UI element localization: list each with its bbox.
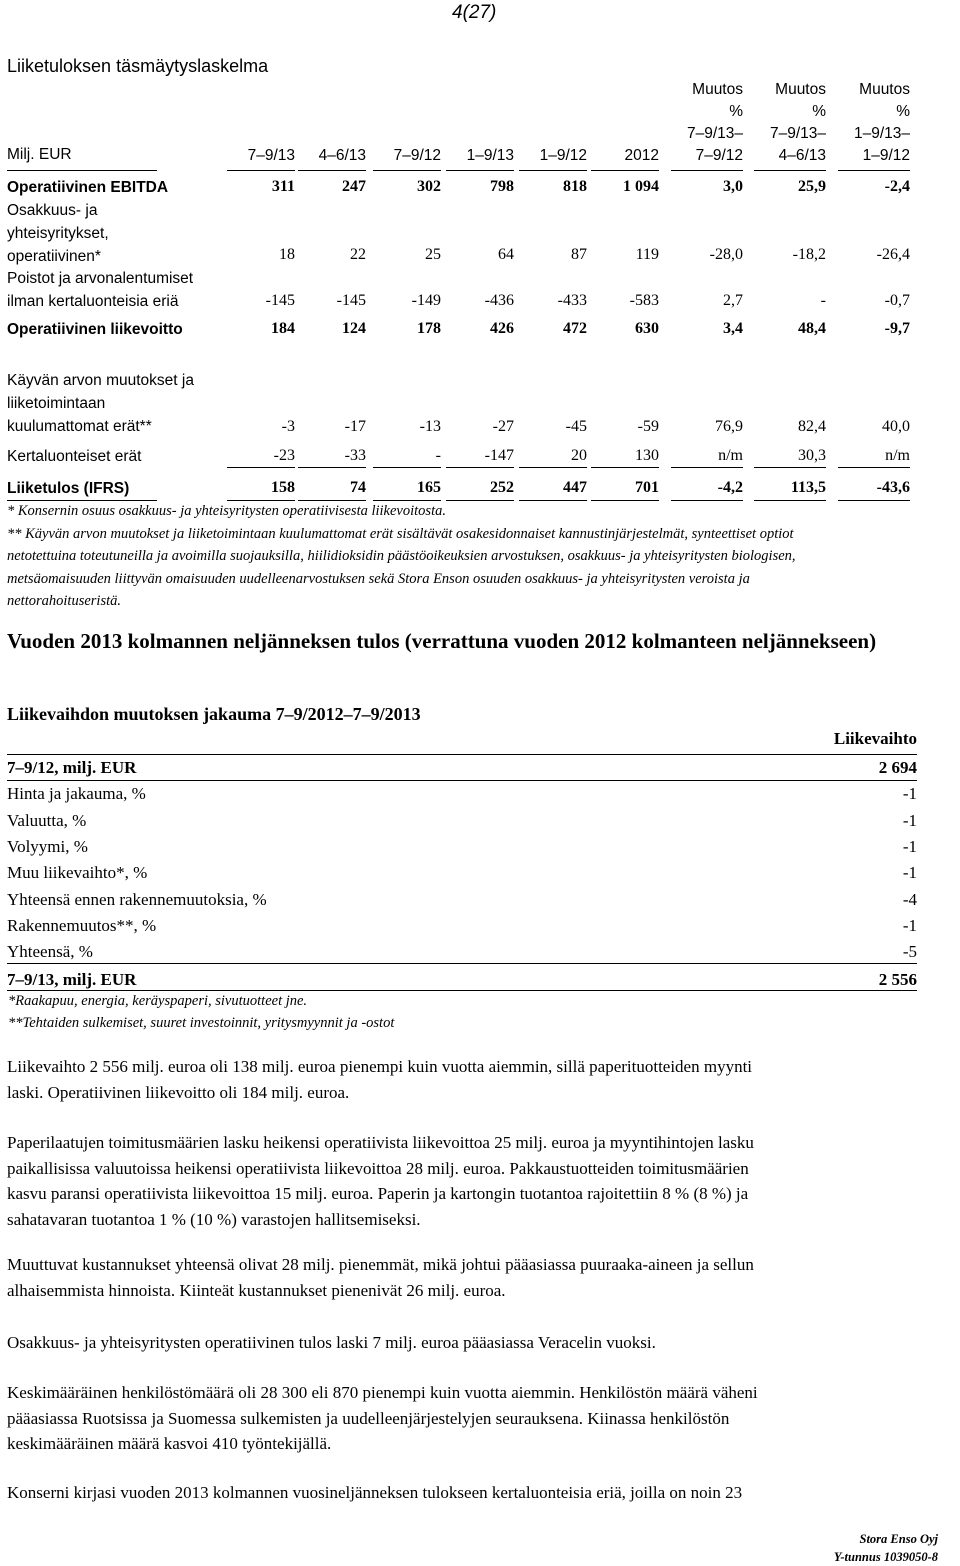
table-cell: -4,2 xyxy=(717,479,743,496)
table-cell: -59 xyxy=(637,418,659,435)
table-cell: -23 xyxy=(273,447,295,464)
table2-column-header: Liikevaihto xyxy=(833,729,917,748)
header-rule xyxy=(373,170,441,171)
row-label-line: Operatiivinen EBITDA xyxy=(7,179,169,196)
table2-rule xyxy=(7,780,917,781)
row-label-line: kuulumattomat erät** xyxy=(7,418,152,435)
table-cell: 119 xyxy=(635,246,659,263)
header-rule xyxy=(227,170,295,171)
table-cell: 818 xyxy=(563,178,587,195)
change-header-line: 1–9/13– xyxy=(853,125,910,142)
table2-row xyxy=(7,863,917,885)
table-cell: -145 xyxy=(336,292,366,309)
footnote-line: * Konsernin osuus osakkuus- ja yhteisyritysten operatiivisesta liikevoitosta. xyxy=(7,503,446,519)
table-cell: 447 xyxy=(563,479,587,496)
table-cell: 472 xyxy=(563,320,587,337)
total-rule xyxy=(446,467,514,468)
table-cell: 247 xyxy=(342,178,366,195)
table-cell: 22 xyxy=(350,246,366,263)
table-cell: 20 xyxy=(571,447,587,464)
table2-rule xyxy=(7,963,917,964)
total-rule xyxy=(754,467,826,468)
table2-row-value: 2 694 xyxy=(878,758,917,777)
change-header-line: Muutos xyxy=(775,81,826,98)
change-header-line: % xyxy=(729,103,743,120)
header-rule xyxy=(671,170,743,171)
table2-row-label: Hinta ja jakauma, % xyxy=(7,784,146,804)
table2-row xyxy=(7,758,917,780)
row-label-line: Käyvän arvon muutokset ja xyxy=(7,372,194,389)
table-cell: 87 xyxy=(571,246,587,263)
table-cell: - xyxy=(820,292,826,309)
footnote-line: nettorahoituseristä. xyxy=(7,593,121,609)
change-header-line: 7–9/13– xyxy=(769,125,826,142)
row-label-line: Operatiivinen liikevoitto xyxy=(7,321,183,338)
table-cell: 3,4 xyxy=(723,320,743,337)
footer-business-id: Y-tunnus 1039050-8 xyxy=(833,1550,938,1564)
table2-row-value: -4 xyxy=(902,889,917,909)
total-rule xyxy=(671,467,743,468)
table-cell: -26,4 xyxy=(876,246,910,263)
row-label-line: liiketoimintaan xyxy=(7,395,106,412)
table-row-label xyxy=(7,267,193,313)
change-header-line: 4–6/13 xyxy=(778,147,826,164)
table-cell: 1 094 xyxy=(623,178,659,195)
table-cell: 311 xyxy=(271,178,295,195)
table-cell: -436 xyxy=(484,292,514,309)
paragraph-line: laski. Operatiivinen liikevoitto oli 184 milj. euroa. xyxy=(7,1082,350,1102)
table2-row xyxy=(7,942,917,964)
table-cell: 701 xyxy=(635,479,659,496)
table-row-label xyxy=(7,477,129,500)
paragraph-line: alhaisemmista hinnoista. Kiinteät kustannukset pienenivät 26 milj. euroa. xyxy=(7,1280,506,1300)
change-header-line: Muutos xyxy=(692,81,743,98)
row-label-line: Poistot ja arvonalentumiset xyxy=(7,270,194,287)
table2-row xyxy=(7,916,917,938)
table-cell: -147 xyxy=(484,447,514,464)
header-rule xyxy=(7,170,157,171)
row-label-line: yhteisyritykset, xyxy=(7,225,109,242)
change-header-line: 7–9/12 xyxy=(695,147,743,164)
table-row-label xyxy=(7,369,194,438)
table2-row-label: Yhteensä, % xyxy=(7,942,93,962)
paragraph-line: Osakkuus- ja yhteisyritysten operatiivinen tulos laski 7 milj. euroa pääasiassa Veracelin vuoksi. xyxy=(7,1333,656,1352)
table-cell: 76,9 xyxy=(715,418,743,435)
column-header: 1–9/12 xyxy=(539,147,587,164)
total-rule xyxy=(227,467,295,468)
table2-row-value: -1 xyxy=(902,784,917,804)
table-cell: -17 xyxy=(344,418,366,435)
table-cell: 798 xyxy=(490,178,514,195)
table-cell: -9,7 xyxy=(884,320,910,337)
table2-row-label: Yhteensä ennen rakennemuutoksia, % xyxy=(7,889,267,909)
table2-row xyxy=(7,890,917,912)
table-cell: -28,0 xyxy=(709,246,743,263)
column-header: 4–6/13 xyxy=(318,147,366,164)
paragraph-line: Konserni kirjasi vuoden 2013 kolmannen vuosineljänneksen tulokseen kertaluonteisia eriä, joilla on noin 23 xyxy=(7,1483,743,1502)
table-cell: 18 xyxy=(279,246,295,263)
table-cell: 40,0 xyxy=(882,418,910,435)
table-cell: 124 xyxy=(342,320,366,337)
change-header-line: 7–9/13– xyxy=(686,125,743,142)
table-cell: 426 xyxy=(490,320,514,337)
table2-note: *Raakapuu, energia, keräyspaperi, sivutuotteet jne. xyxy=(8,993,308,1009)
table-row-label xyxy=(7,176,168,199)
footnote-line: netotettuina toteutuneilla ja avoimilla suojauksilla, hiilidioksidin päästöoikeuksien arvostuksen, osakkuus- ja yhteisyritysten biologisen, xyxy=(7,548,796,564)
change-header-line: Muutos xyxy=(859,81,910,98)
table-cell: 82,4 xyxy=(798,418,826,435)
table-cell: 252 xyxy=(490,479,514,496)
paragraph xyxy=(7,1330,947,1356)
table-cell: -0,7 xyxy=(884,292,910,309)
header-rule xyxy=(446,170,514,171)
table-cell: 130 xyxy=(635,447,659,464)
table-cell: -3 xyxy=(281,418,295,435)
table-cell: 25 xyxy=(425,246,441,263)
column-header: 7–9/13 xyxy=(247,147,295,164)
paragraph-line: Liikevaihto 2 556 milj. euroa oli 138 milj. euroa pienempi kuin vuotta aiemmin, sillä paperituotteiden myynti xyxy=(7,1057,753,1076)
table-cell: 165 xyxy=(417,479,441,496)
column-header: 7–9/12 xyxy=(393,147,441,164)
paragraph-line: Paperilaatujen toimitusmäärien lasku heikensi operatiivista liikevoittoa 25 milj. euroa ja myyntihintojen lasku xyxy=(7,1133,754,1152)
row-label-line: operatiivinen* xyxy=(7,248,101,265)
table2-row-label: 7–9/12, milj. EUR xyxy=(7,758,137,777)
table-cell: -149 xyxy=(411,292,441,309)
total-rule xyxy=(298,467,366,468)
row-label-line: Liiketulos (IFRS) xyxy=(7,480,130,497)
table-cell: -33 xyxy=(344,447,366,464)
table-cell: 184 xyxy=(271,320,295,337)
table-cell: 30,3 xyxy=(798,447,826,464)
table-row-label xyxy=(7,318,183,341)
table-cell: 74 xyxy=(350,479,366,496)
table2-row-value: -1 xyxy=(902,836,917,856)
paragraph xyxy=(7,1130,947,1232)
header-rule xyxy=(298,170,366,171)
header-rule xyxy=(591,170,659,171)
table-cell: 48,4 xyxy=(798,320,826,337)
table-cell: 25,9 xyxy=(798,178,826,195)
table-cell: 2,7 xyxy=(723,292,743,309)
table2-row-value: -1 xyxy=(902,810,917,830)
table2-row xyxy=(7,784,917,806)
table-cell: 302 xyxy=(417,178,441,195)
table-cell: 3,0 xyxy=(723,178,743,195)
footnote-line: metsäomaisuuden liittyvän omaisuuden uudelleenarvostuksen sekä Stora Enson osuuden osakkuus- ja yhteisyritysten veroista ja xyxy=(7,570,750,587)
column-header: 2012 xyxy=(624,147,659,164)
table-cell: -2,4 xyxy=(884,178,910,195)
total-rule xyxy=(373,467,441,468)
table-cell: -27 xyxy=(492,418,514,435)
table-cell: 158 xyxy=(271,479,295,496)
table-row-label xyxy=(7,445,141,468)
paragraph-line: pääasiassa Ruotsissa ja Suomessa sulkemisten ja uudelleenjärjestelyjen seurauksena. Kiinassa henkilöstön xyxy=(7,1408,730,1428)
column-header: 1–9/13 xyxy=(466,147,514,164)
header-rule xyxy=(838,170,910,171)
paragraph xyxy=(7,1054,947,1105)
table-cell: -18,2 xyxy=(792,246,826,263)
footnote-line: ** Käyvän arvon muutokset ja liiketoimintaan kuulumattomat erät sisältävät osakesidonnaiset kannustinjärjestelmät, synteettiset optiot xyxy=(7,525,794,542)
paragraph xyxy=(7,1252,947,1303)
change-header-line: % xyxy=(812,103,826,120)
table2-header-rule xyxy=(7,754,917,755)
table-cell: 630 xyxy=(635,320,659,337)
table-row-label xyxy=(7,199,109,268)
main-title: Vuoden 2013 kolmannen neljänneksen tulos (verrattuna vuoden 2012 kolmanteen neljännekseen) xyxy=(7,629,877,653)
table1-footnotes xyxy=(7,500,957,613)
row-label-line: ilman kertaluonteisia eriä xyxy=(7,293,179,310)
paragraph xyxy=(7,1380,947,1457)
paragraph-line: paikallisissa valuutoissa heikensi operatiivista liikevoittoa 28 milj. euroa. Pakkaustuotteiden toimitusmäärien xyxy=(7,1158,749,1178)
table2-row-value: -5 xyxy=(902,942,917,962)
table2-row-label: Valuutta, % xyxy=(7,810,87,830)
table-cell: n/m xyxy=(885,447,910,464)
table2-row-label: Muu liikevaihto*, % xyxy=(7,863,148,883)
sub-title: Liikevaihdon muutoksen jakauma 7–9/2012–7–9/2013 xyxy=(7,704,421,724)
header-rule xyxy=(519,170,587,171)
page-number: 4(27) xyxy=(452,2,497,23)
table-cell: -583 xyxy=(629,292,659,309)
paragraph-line: sahatavaran tuotantoa 1 % (10 %) varastojen hallitsemiseksi. xyxy=(7,1209,421,1229)
table-cell: - xyxy=(435,447,441,464)
table1-unit-label: Milj. EUR xyxy=(7,146,72,163)
table2-row-value: 2 556 xyxy=(878,970,917,990)
table-cell: -13 xyxy=(419,418,441,435)
total-rule xyxy=(591,467,659,468)
row-label-line: Kertaluonteiset erät xyxy=(7,448,142,465)
paragraph-line: Muuttuvat kustannukset yhteensä olivat 28 milj. pienemmät, mikä johtui pääasiassa puuraaka-aineen ja sellun xyxy=(7,1255,754,1274)
table2-row-label: 7–9/13, milj. EUR xyxy=(7,970,137,990)
change-header-line: % xyxy=(896,103,910,120)
table-cell: -145 xyxy=(265,292,295,309)
paragraph-line: keskimääräinen määrä kasvoi 410 työntekijällä. xyxy=(7,1434,332,1453)
table2-row xyxy=(7,811,917,833)
footer-company: Stora Enso Oyj xyxy=(859,1532,938,1546)
total-rule xyxy=(838,467,910,468)
table2-row xyxy=(7,837,917,859)
header-rule xyxy=(754,170,826,171)
table-cell: -45 xyxy=(565,418,587,435)
change-header-line: 1–9/12 xyxy=(862,147,910,164)
footer xyxy=(834,1530,938,1566)
total-rule xyxy=(519,467,587,468)
table-cell: -43,6 xyxy=(876,479,910,496)
table-cell: n/m xyxy=(718,447,743,464)
table-cell: 113,5 xyxy=(790,479,826,496)
table2-rule xyxy=(7,990,917,991)
paragraph-line: Keskimääräinen henkilöstömäärä oli 28 300 eli 870 pienempi kuin vuotta aiemmin. Henkilöstön määrä väheni xyxy=(7,1383,758,1402)
table2-row-value: -1 xyxy=(902,915,917,935)
table-cell: 64 xyxy=(498,246,514,263)
row-label-line: Osakkuus- ja xyxy=(7,202,98,219)
table2-row-value: -1 xyxy=(902,863,917,883)
paragraph xyxy=(7,1480,947,1506)
table2-note: **Tehtaiden sulkemiset, suuret investoinnit, yritysmyynnit ja -ostot xyxy=(8,1015,395,1031)
table-cell: 178 xyxy=(417,320,441,337)
table2-row-label: Volyymi, % xyxy=(7,836,88,856)
paragraph-line: kasvu paransi operatiivista liikevoittoa 15 milj. euroa. Paperin ja kartongin tuotantoa rajoitettiin 8 % (8 %) ja xyxy=(7,1184,749,1203)
table-cell: -433 xyxy=(557,292,587,309)
section-title: Liiketuloksen täsmäytyslaskelma xyxy=(7,56,269,76)
table2-row-label: Rakennemuutos**, % xyxy=(7,915,157,935)
